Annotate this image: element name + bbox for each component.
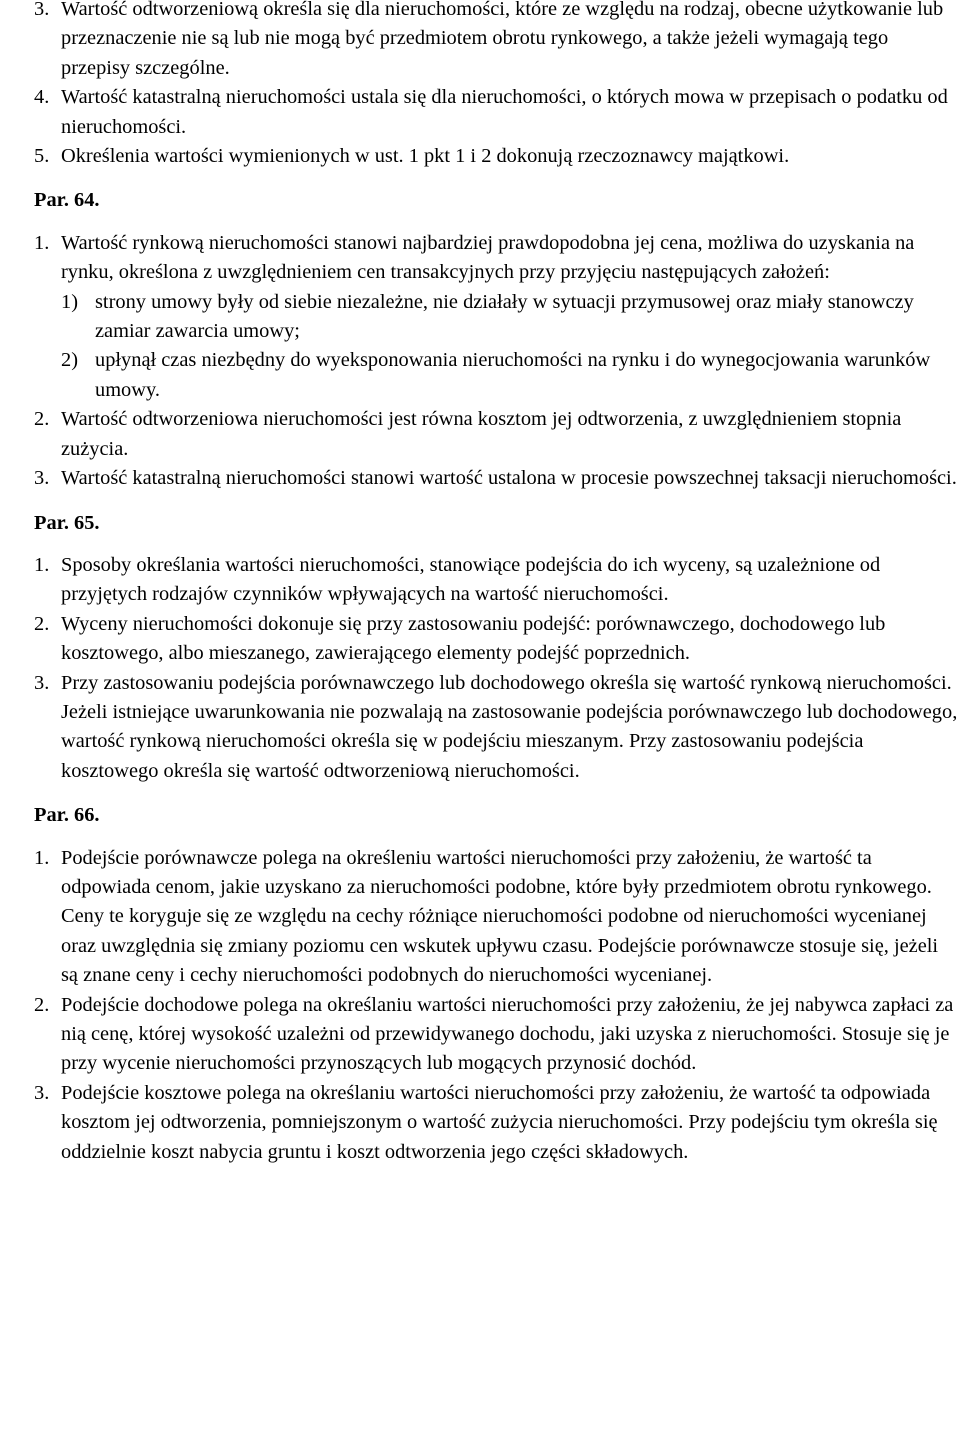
item-text: Wartość odtworzeniową określa się dla nieruchomości, które ze względu na rodzaj, obecne użytkowanie lub przeznaczenie nie są lub nie mogą być przedmiotem obrotu rynkowego, a także jeżeli wymagają tego przepisy szczególne.	[61, 0, 944, 79]
item-text: Wyceny nieruchomości dokonuje się przy zastosowaniu podejść: porównawczego, dochodowego lub kosztowego, albo mieszanego, zawierającego elementy podejść poprzednich.	[61, 612, 886, 665]
item-text: Wartość katastralną nieruchomości ustala się dla nieruchomości, o których mowa w przepisach o podatku od nieruchomości.	[61, 86, 948, 138]
par65-item-2	[0, 610, 960, 669]
intro-item-4	[0, 83, 960, 142]
subitem-number: 1)	[61, 290, 78, 313]
item-text: Sposoby określania wartości nieruchomości, stanowiące podejścia do ich wyceny, są uzależnione od przyjętych rodzajów czynników wpływających na wartość nieruchomości.	[61, 553, 881, 606]
item-text: Wartość rynkową nieruchomości stanowi najbardziej prawdopodobna jej cena, możliwa do uzyskania na rynku, określona z uwzględnieniem cen transakcyjnych przy przyjęciu następujących założeń:	[61, 231, 915, 284]
par66-item-1	[0, 844, 960, 991]
item-number: 2.	[34, 993, 50, 1016]
subitem-text: upłynął czas niezbędny do wyeksponowania nieruchomości na rynku i do wynegocjowania warunków umowy.	[95, 349, 931, 401]
section-heading-par-66: Par. 66.	[34, 804, 100, 827]
intro-item-3	[0, 0, 960, 83]
item-number: 1.	[34, 553, 50, 576]
par65-item-1	[0, 551, 960, 610]
item-number: 3.	[34, 671, 50, 694]
item-number: 4.	[34, 86, 50, 109]
subitem-number: 2)	[61, 349, 78, 372]
item-number: 3.	[34, 467, 50, 490]
section-heading-par-64: Par. 64.	[34, 189, 100, 212]
item-text: Podejście dochodowe polega na określaniu wartości nieruchomości przy założeniu, że jej nabywca zapłaci za nią cenę, której wysokość uzależni od przewidywanego dochodu, jaki uzyska z nieruchomości. Stosuje się je przy wycenie nieruchomości przynoszących lub mogących przynosić dochód.	[61, 993, 954, 1075]
intro-item-5	[0, 142, 960, 171]
item-text: Wartość odtworzeniowa nieruchomości jest równa kosztom jej odtworzenia, z uwzględnieniem stopnia zużycia.	[61, 408, 902, 460]
par64-item-1	[0, 229, 960, 288]
par65-item-3	[0, 669, 960, 787]
item-text: Określenia wartości wymienionych w ust. 1 pkt 1 i 2 dokonują rzeczoznawcy majątkowi.	[61, 145, 790, 168]
item-text: Wartość katastralną nieruchomości stanowi wartość ustalona w procesie powszechnej taksacji nieruchomości.	[61, 467, 957, 490]
item-number: 1.	[34, 846, 50, 869]
par64-item-2	[0, 405, 960, 464]
item-number: 3.	[34, 1081, 50, 1104]
par66-item-2	[0, 991, 960, 1079]
item-number: 3.	[34, 0, 50, 20]
par64-subitem-1	[0, 288, 960, 347]
par66-item-3	[0, 1079, 960, 1167]
item-number: 1.	[34, 231, 50, 254]
item-number: 2.	[34, 612, 50, 635]
item-text: Podejście kosztowe polega na określaniu wartości nieruchomości przy założeniu, że wartość ta odpowiada kosztom jej odtworzenia, pomniejszonym o wartość zużycia nieruchomości. Przy podejściu tym określa się oddzielnie koszt nabycia gruntu i koszt odtworzenia jego części składowych.	[61, 1081, 938, 1163]
par64-subitem-2	[0, 346, 960, 405]
item-number: 5.	[34, 145, 50, 168]
section-heading-par-65: Par. 65.	[34, 511, 100, 534]
item-text: Przy zastosowaniu podejścia porównawczego lub dochodowego określa się wartość rynkową nieruchomości. Jeżeli istniejące uwarunkowania nie pozwalają na zastosowanie podejścia porównawczego lub dochodowego, wartość rynkową nieruchomości określa się w podejściu mieszanym. Przy zastosowaniu podejścia kosztowego określa się wartość odtworzeniową nieruchomości.	[61, 671, 958, 782]
par64-item-3	[0, 464, 960, 493]
item-text: Podejście porównawcze polega na określeniu wartości nieruchomości przy założeniu, że wartość ta odpowiada cenom, jakie uzyskano za nieruchomości podobne, które były przedmiotem obrotu rynkowego. Ceny te koryguje się ze względu na cechy różniące nieruchomości podobne od nieruchomości wycenianej oraz uwzględnia się zmiany poziomu cen wskutek upływu czasu. Podejście porównawcze stosuje się, jeżeli są znane ceny i cechy nieruchomości podobnych do nieruchomości wycenianej.	[61, 846, 939, 987]
subitem-text: strony umowy były od siebie niezależne, nie działały w sytuacji przymusowej oraz miały stanowczy zamiar zawarcia umowy;	[95, 290, 914, 343]
item-number: 2.	[34, 408, 50, 431]
